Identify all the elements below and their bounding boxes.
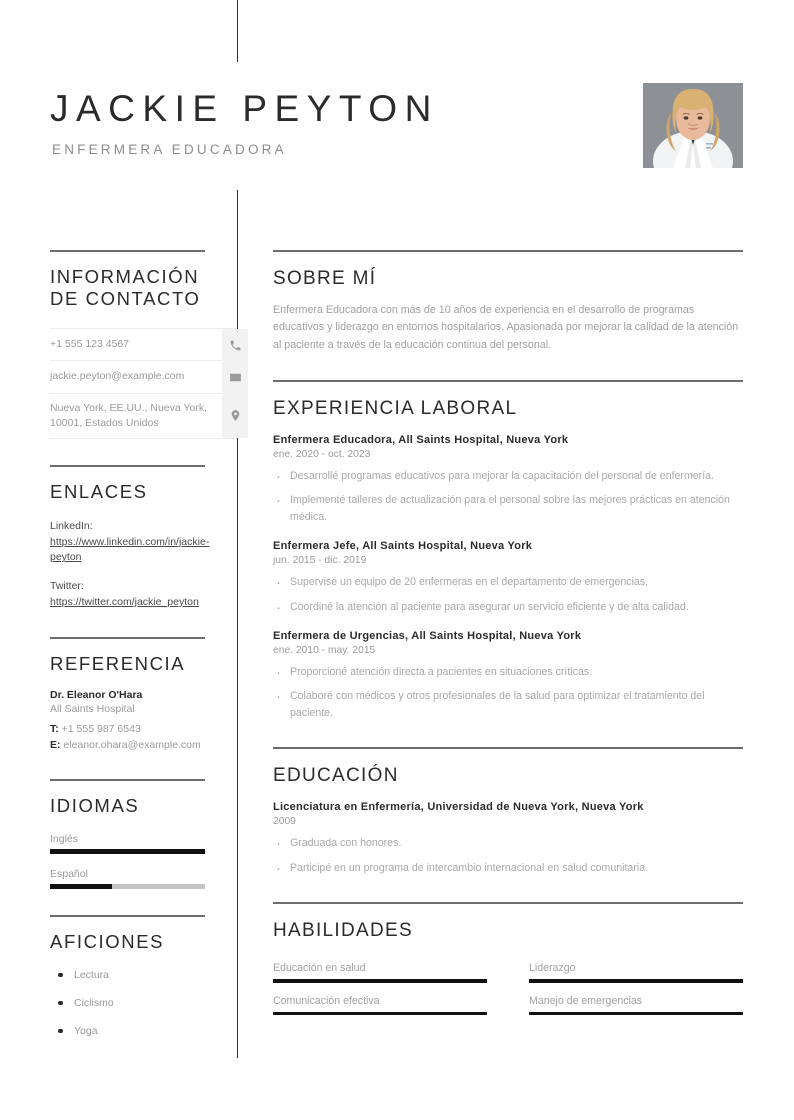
twitter-label: Twitter: xyxy=(50,580,84,593)
language-name: Español xyxy=(50,868,88,881)
section-rule xyxy=(273,747,743,749)
language-item-espanol xyxy=(0,868,237,889)
skill-name: Comunicación efectiva xyxy=(273,994,380,1007)
contact-section-title: INFORMACIÓN DE CONTACTO xyxy=(50,266,201,309)
sidebar-section-links xyxy=(0,465,237,611)
section-rule xyxy=(273,902,743,904)
skill-level-track xyxy=(529,1012,743,1016)
main-section-experience xyxy=(273,380,747,721)
section-rule xyxy=(273,250,743,252)
reference-organization: All Saints Hospital xyxy=(50,702,135,715)
job-title: Enfermera Educadora, All Saints Hospital, Nueva York xyxy=(273,433,569,446)
section-rule xyxy=(50,637,205,639)
education-section-title: EDUCACIÓN xyxy=(273,765,399,787)
education-bullet: · Participé en un programa de intercambio internacional en salud comunitaria. xyxy=(273,860,747,876)
language-level-track xyxy=(50,884,205,889)
resume-header xyxy=(0,70,794,190)
language-level-fill xyxy=(50,884,112,889)
language-item-ingles xyxy=(0,833,237,854)
skills-grid xyxy=(273,962,747,1015)
education-bullet: · Graduada con honores. xyxy=(273,835,747,851)
linkedin-url[interactable]: https://www.linkedin.com/in/jackie-peyton xyxy=(50,535,210,564)
skill-item xyxy=(529,962,743,983)
reference-phone xyxy=(50,722,210,738)
location-pin-icon xyxy=(222,394,248,438)
page-title: JACKIE PEYTON xyxy=(50,88,439,129)
job-title: Enfermera Jefe, All Saints Hospital, Nueva York xyxy=(273,540,533,553)
list-item: Lectura xyxy=(58,967,237,984)
phone-icon xyxy=(222,329,248,362)
skill-level-fill xyxy=(529,979,743,983)
skill-item xyxy=(273,995,487,1016)
portrait-photo-icon xyxy=(643,83,743,168)
main-column xyxy=(273,250,747,1015)
main-section-about xyxy=(273,250,747,354)
job-bullet: · Proporcioné atención directa a pacientes en situaciones críticas. xyxy=(273,664,747,680)
skill-name: Educación en salud xyxy=(273,962,366,975)
sidebar-section-hobbies xyxy=(0,915,237,1039)
contact-email-value: jackie.peyton@example.com xyxy=(50,370,185,383)
reference-section-title: REFERENCIA xyxy=(50,652,186,674)
about-section-title: SOBRE MÍ xyxy=(273,268,377,289)
experience-entry xyxy=(273,540,747,615)
skill-level-track xyxy=(529,979,743,983)
job-date: jun. 2015 - dic. 2019 xyxy=(273,555,367,567)
job-date: ene. 2010 - may. 2015 xyxy=(273,645,376,657)
skill-level-fill xyxy=(529,1012,743,1016)
section-rule xyxy=(273,380,743,382)
job-bullet: · Implementé talleres de actualización para el personal sobre las mejores prácticas en atención médica. xyxy=(273,492,747,525)
reference-email xyxy=(50,738,210,754)
job-bullet: · Desarrollé programas educativos para mejorar la capacitación del personal de enfermería. xyxy=(273,468,747,484)
reference-email-label: E: xyxy=(50,738,61,751)
sidebar-section-contact xyxy=(0,250,237,439)
language-level-fill xyxy=(50,849,205,854)
hobbies-section-title: AFICIONES xyxy=(50,931,165,953)
section-rule xyxy=(50,465,205,467)
degree-title: Licenciatura en Enfermería, Universidad de Nueva York, Nueva York xyxy=(273,801,644,814)
job-title: Enfermera de Urgencias, All Saints Hospital, Nueva York xyxy=(273,630,582,643)
skill-level-track xyxy=(273,1012,487,1016)
sidebar-section-languages xyxy=(0,779,237,889)
job-bullet: · Coordiné la atención al paciente para asegurar un servicio eficiente y de alta calidad. xyxy=(273,599,747,615)
skills-section-title: HABILIDADES xyxy=(273,920,413,942)
links-section-title: ENLACES xyxy=(50,481,148,503)
section-rule xyxy=(50,779,205,781)
degree-date: 2009 xyxy=(273,816,296,828)
column-divider xyxy=(237,190,238,1058)
contact-row-address[interactable] xyxy=(50,394,237,439)
main-section-education xyxy=(273,747,747,876)
experience-entry xyxy=(273,434,747,525)
sidebar xyxy=(0,250,237,1039)
job-role-subtitle: ENFERMERA EDUCADORA xyxy=(52,142,287,157)
reference-email-value: eleanor.ohara@example.com xyxy=(63,738,201,751)
skill-item xyxy=(273,962,487,983)
list-item: Yoga xyxy=(58,1023,237,1040)
contact-phone-value: +1 555 123 4567 xyxy=(50,337,130,350)
language-level-track xyxy=(50,849,205,854)
column-divider-top xyxy=(237,0,238,62)
contact-row-phone[interactable] xyxy=(50,328,237,361)
sidebar-section-reference xyxy=(0,637,237,754)
skill-item xyxy=(529,995,743,1016)
reference-phone-value: +1 555 987 6543 xyxy=(61,722,141,735)
reference-name: Dr. Eleanor O'Hara xyxy=(50,688,143,701)
languages-section-title: IDIOMAS xyxy=(50,795,140,817)
skill-name: Liderazgo xyxy=(529,962,576,975)
section-rule xyxy=(50,915,205,917)
section-rule xyxy=(50,250,205,252)
twitter-url[interactable]: https://twitter.com/jackie_peyton xyxy=(50,595,199,608)
experience-entry xyxy=(273,630,747,721)
list-item: Ciclismo xyxy=(58,995,237,1012)
about-text: Enfermera Educadora con más de 10 años de experiencia en el desarrollo de programas educativos y liderazgo en entornos hospitalarios. Apasionada por mejorar la calidad de la atención al paciente a través de la educación continua del personal. xyxy=(273,304,739,351)
link-item-linkedin xyxy=(50,519,210,566)
education-entry xyxy=(273,801,747,876)
job-bullet: · Supervisé un equipo de 20 enfermeras en el departamento de emergencias. xyxy=(273,574,747,590)
experience-section-title: EXPERIENCIA LABORAL xyxy=(273,397,518,419)
contact-address-value: Nueva York, EE.UU., Nueva York, 10001, Estados Unidos xyxy=(50,401,208,429)
reference-phone-label: T: xyxy=(50,722,59,735)
language-name: Inglés xyxy=(50,833,79,846)
skill-level-fill xyxy=(273,1012,487,1016)
link-item-twitter xyxy=(50,579,210,611)
skill-level-fill xyxy=(273,979,487,983)
linkedin-label: LinkedIn: xyxy=(50,519,93,532)
job-date: ene. 2020 - oct. 2023 xyxy=(273,448,371,460)
skill-level-track xyxy=(273,979,487,983)
avatar xyxy=(643,83,743,168)
job-bullet: · Colaboré con médicos y otros profesionales de la salud para optimizar el tratamiento del paciente. xyxy=(273,688,747,721)
envelope-icon xyxy=(222,361,248,394)
main-section-skills xyxy=(273,902,747,1015)
skill-name: Manejo de emergencias xyxy=(529,994,643,1007)
contact-row-email[interactable] xyxy=(50,361,237,394)
